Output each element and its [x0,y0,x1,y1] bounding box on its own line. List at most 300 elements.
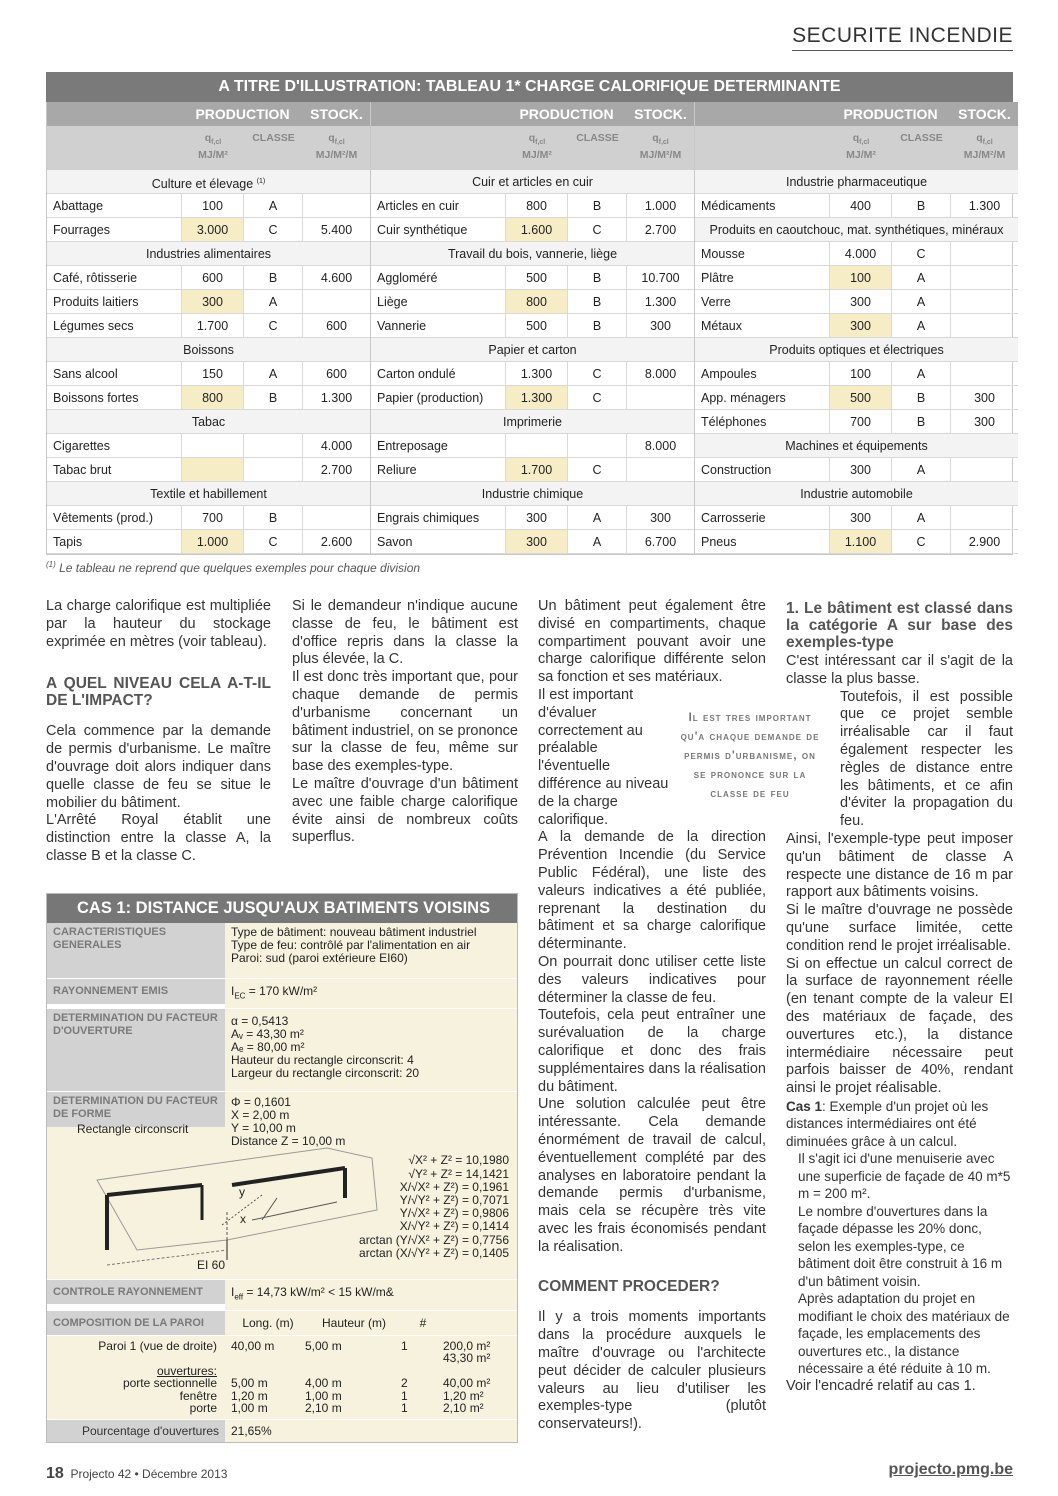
value-line: Hauteur du rectangle circonscrit: 4 [231,1053,414,1068]
case-row-emitted [47,979,517,1009]
value-line: Φ = 0,1601 [231,1095,291,1110]
row-production: 300 [182,290,244,313]
formula: √X² + Z² = 10,1980 [408,1153,509,1168]
row-classe: B [892,386,951,409]
row-production: 500 [830,386,892,409]
row-production: 300 [830,314,892,337]
article-column-4 [786,598,1013,1396]
case-row-opening [47,1009,517,1092]
value-line: X = 2,00 m [231,1108,290,1123]
table-subheader [695,126,1018,170]
header-classe: CLASSE [900,132,943,144]
row-label: CARACTERISTIQUES GENERALES [47,923,225,978]
row-classe: B [568,290,627,313]
row-stock: 1.300 [968,199,1001,213]
row-production: 1.600 [506,218,568,241]
table-row [371,458,694,482]
row-production: 1.000 [182,530,244,553]
row-value [225,1280,517,1309]
wall-row [47,1352,517,1365]
row-value: 21,65% [225,1420,517,1442]
row-classe: C [568,458,627,481]
table-row [695,194,1018,218]
table-header [47,102,370,126]
row-classe: B [568,194,627,217]
pull-quote: Il est tres important qu'a chaque demande de permis d'urbanisme, on se prononce sur la classe de feu [680,710,820,800]
value-line: Aₑ = 80,00 m² [231,1040,305,1055]
row-production: 1.700 [506,458,568,481]
row-classe: B [244,506,303,529]
header-q-prod: $q_{f,cl}$ MJ/M² [198,132,228,162]
row-name: Légumes secs [47,314,182,337]
row-production: 800 [182,386,244,409]
row-stock: 2.700 [644,223,677,237]
row-production [182,458,244,481]
table-row [695,362,1018,386]
row-value [225,923,517,978]
row-label: CONTROLE RAYONNEMENT [47,1280,225,1304]
wall-height: 2,10 m [305,1401,342,1416]
row-classe: C [244,530,303,553]
value-line: Largeur du rectangle circonscrit: 20 [231,1066,420,1081]
row-classe: B [568,266,627,289]
row-classe: A [892,266,951,289]
wall-row [47,1377,517,1390]
case-row-openings-pct [47,1420,517,1442]
row-classe: A [568,530,627,553]
table-row [695,410,1018,434]
table-row [47,218,370,242]
row-classe: A [892,314,951,337]
category-row: Industries alimentaires [47,242,370,266]
row-production: 300 [506,530,568,553]
diagram-caption: Rectangle circonscrit [77,1122,189,1137]
wall-surface: 2,10 m² [443,1401,484,1416]
table-header [371,102,694,126]
row-stock: 1.300 [320,391,353,405]
section-header: SECURITE INCENDIE [792,24,1013,51]
wall-count: 1 [401,1401,408,1416]
row-production: 100 [182,194,244,217]
row-stock: 600 [326,367,347,381]
paragraph: Un bâtiment peut également être divisé en compartiments, chaque compartiment pouvant avoir une charge calorifique différente selon sa fonction et ses matériaux. [538,598,766,686]
ei60-label: EI 60 [197,1258,226,1273]
row-production: 1.100 [830,530,892,553]
row-classe: B [892,194,951,217]
row-stock: 1.000 [644,199,677,213]
paragraph: Il est important d'évaluer correctement au préalable l'éventuelle différence au niveau de la charge calorifique. [538,686,669,828]
row-stock [951,290,1018,313]
formula: X/√X² + Z²) = 0,1961 [399,1179,509,1194]
row-classe: A [244,290,303,313]
value-line: Type de bâtiment: nouveau bâtiment industriel [231,925,477,939]
row-stock: 2.600 [320,535,353,549]
row-production: 800 [506,290,568,313]
row-classe: C [892,242,951,265]
value-line: Aᵥ = 43,30 m² [231,1027,304,1042]
paragraph: Toutefois, cela peut entraîner une surévaluation de la charge calorifique et donc des frais supplémentaires dans la réalisation du bâtiment. [538,1007,766,1095]
footnote-text: Le tableau ne reprend que quelques exemples pour chaque division [55,561,421,575]
case-row-wall [47,1311,517,1336]
table-row [695,386,1018,410]
table-row [695,266,1018,290]
row-name: Liège [371,290,506,313]
row-label: RAYONNEMENT EMIS [47,979,225,1004]
case-text: Il s'agit ici d'une menuiserie avec une superficie de façade de 40 m*5 m = 200 m². [798,1151,1011,1202]
row-name: Tabac brut [47,458,182,481]
footer-publication [46,1465,227,1483]
row-value [225,1311,517,1335]
subheading: 1. Le bâtiment est classé dans la catégorie A sur base des exemples-type [786,600,1013,651]
row-classe: C [892,530,951,553]
value-symbol: I [231,984,235,998]
paragraph: Voir l'encadré relatif au cas 1. [786,1377,976,1394]
row-stock: 10.700 [641,271,680,285]
row-stock [627,458,694,481]
wall-surface: 200,0 m² [443,1338,491,1353]
header-stock: STOCK. [310,106,363,122]
category-row: Travail du bois, vannerie, liège [371,242,694,266]
table-row [695,458,1018,482]
table-row [371,194,694,218]
row-name: Médicaments [695,194,830,217]
category-row: Culture et élevage $^{(1)}$ [47,170,370,194]
row-label: DETERMINATION DU FACTEUR D'OUVERTURE [47,1009,225,1091]
case-row-radiation-check [47,1280,517,1310]
row-stock: 1.300 [644,295,677,309]
table-row [371,362,694,386]
row-classe: C [244,314,303,337]
publication-info: Projecto 42 • Décembre 2013 [70,1467,228,1481]
table-row [695,242,1018,266]
table-column [695,102,1018,554]
wall-count: 1 [401,1388,408,1403]
wall-height: 4,00 m [305,1376,342,1391]
row-name: Verre [695,290,830,313]
wall-length: 40,00 m [231,1338,275,1353]
row-label: Pourcentage d'ouvertures [47,1420,225,1442]
row-stock [951,458,1018,481]
category-row: Cuir et articles en cuir [371,170,694,194]
header-production: PRODUCTION [519,106,614,122]
wall-label: fenêtre [179,1388,217,1403]
text-beside-quote [538,687,672,829]
row-name: Boissons fortes [47,386,182,409]
row-classe: C [244,218,303,241]
row-classe: A [892,506,951,529]
row-classe: A [568,506,627,529]
paragraph: Il est donc très important que, pour chaque demande de permis d'urbanisme concernant un bâtiment industriel, on se prononce sur la classe de feu, même sur base des exemples-type. [292,669,518,775]
wall-surface: 43,30 m² [443,1351,491,1366]
row-stock: 300 [974,391,995,405]
row-stock: 300 [650,319,671,333]
formula: √Y² + Z² = 14,1421 [408,1166,509,1181]
wall-label: porte [189,1401,217,1416]
building-diagram [87,1140,387,1273]
row-stock: 8.000 [644,367,677,381]
value-line: Y = 10,00 m [231,1121,296,1136]
table-row [695,530,1018,554]
row-name: Métaux [695,314,830,337]
row-classe: B [244,386,303,409]
row-stock [951,362,1018,385]
case-1-box [46,893,518,1443]
category-row: Machines et équipements [695,434,1018,458]
case-study [786,1098,1013,1378]
header-q-stock: $q_{f,cl}$ MJ/M²/M [315,132,358,162]
paragraph: Le maître d'ouvrage d'un bâtiment avec une faible charge calorifique évite ainsi de nombreux coûts superflus. [292,775,518,846]
row-stock [303,290,370,313]
row-name: Sans alcool [47,362,182,385]
paragraph: Cela commence par la demande de permis d'urbanisme. Le maître d'ouvrage doit alors indiquer dans quelle classe de feu se situe le mobilier du bâtiment. [46,723,271,811]
row-name: Mousse [695,242,830,265]
article-column-2 [292,598,518,847]
table-header [695,102,1018,126]
table-subheader [371,126,694,170]
row-stock: 6.700 [644,535,677,549]
category-row: Industrie pharmaceutique [695,170,1018,194]
header-q-prod: $q_{f,cl}$ MJ/M² [846,132,876,162]
row-production: 700 [830,410,892,433]
row-stock [951,506,1018,529]
wall-count: 1 [401,1338,408,1353]
value-line: Distance Z = 10,00 m [231,1134,346,1149]
x-label: x [240,1212,246,1227]
table-subheader [47,126,370,170]
row-stock: 600 [326,319,347,333]
wall-label: porte sectionnelle [122,1376,217,1391]
row-classe: B [892,410,951,433]
case-row-general [47,923,517,979]
row-production: 3.000 [182,218,244,241]
header-stock: STOCK. [634,106,687,122]
row-name: Aggloméré [371,266,506,289]
formula: Y/√Y² + Z²) = 0,7071 [399,1193,509,1207]
row-name: Abattage [47,194,182,217]
case-label: Cas 1 [786,1098,823,1114]
row-value [225,979,517,1008]
row-value [225,1009,517,1091]
paragraph: A la demande de la direction Prévention Incendie (du Service Public Fédéral), une liste des valeurs indicatives a été publiée, reprenant la destination du bâtiment et sa charge calorifique déterminante. [538,829,766,953]
table-row [371,266,694,290]
article-column-1 [46,598,271,866]
paragraph: La charge calorifique est multipliée par la hauteur du stockage exprimée en mètres (voir tableau). [46,598,271,650]
wall-surface: 40,00 m² [443,1376,491,1391]
col-header: Long. (m) [242,1315,294,1330]
row-classe: C [568,362,627,385]
table-row [695,314,1018,338]
value-sub: eff [234,1292,244,1302]
row-production: 1.300 [506,386,568,409]
row-production: 1.300 [506,362,568,385]
table-row [47,266,370,290]
header-classe: CLASSE [252,132,295,144]
row-name: Papier (production) [371,386,506,409]
row-production: 1.700 [182,314,244,337]
value-symbol: I [231,1285,235,1300]
table-footnote [46,560,420,575]
row-name: Tapis [47,530,182,553]
row-classe: C [568,386,627,409]
row-name: Vêtements (prod.) [47,506,182,529]
case-text: Après adaptation du projet en modifiant le choix des matériaux de façade, les emplacements des ouvertures etc., la distance nécessaire a été réduite à 10 m. [798,1291,1010,1377]
row-name: Construction [695,458,830,481]
formula: Y/√X² + Z²) = 0,9806 [399,1206,509,1221]
case-1-title: CAS 1: DISTANCE JUSQU'AUX BATIMENTS VOISINS [47,894,517,923]
row-name: Engrais chimiques [371,506,506,529]
row-stock [951,242,1018,265]
wall-label: Paroi 1 (vue de droite) [98,1338,217,1353]
wall-length: 1,20 m [231,1388,268,1403]
row-name: Téléphones [695,410,830,433]
category-row: Imprimerie [371,410,694,434]
case-text: : Exemple d'un projet où les distances intermédiaires ont été diminuées grâce à un calcul. [786,1098,989,1149]
table-row [695,290,1018,314]
value-line: α = 0,5413 [231,1014,289,1029]
subheading: A QUEL NIVEAU CELA A-T-IL DE L'IMPACT? [46,675,271,710]
row-classe: C [568,218,627,241]
category-row: Industrie automobile [695,482,1018,506]
case-text: Le nombre d'ouvertures dans la façade dépasse les 20% donc, selon les exemples-type, ce bâtiment doit être construit à 16 m d'un bâtiment voisin. [798,1203,1003,1289]
wall-surface: 1,20 m² [443,1388,484,1403]
value-sub: EC [234,991,246,1001]
row-production: 150 [182,362,244,385]
table-grid [46,102,1013,555]
row-name: Reliure [371,458,506,481]
row-stock [303,194,370,217]
page-number: 18 [46,1465,64,1482]
wall-height: 1,00 m [305,1388,342,1403]
category-row: Produits optiques et électriques [695,338,1018,362]
row-classe: A [892,458,951,481]
row-production [506,434,568,457]
row-stock: 2.700 [320,463,353,477]
table-row [47,530,370,554]
row-classe: A [892,362,951,385]
paragraph: On pourrait donc utiliser cette liste des valeurs indicatives pour déterminer la classe de feu. [538,953,766,1006]
col-header: Hauteur (m) [321,1315,386,1330]
row-production: 300 [830,506,892,529]
table-row [47,362,370,386]
row-production [182,434,244,457]
table-row [47,458,370,482]
row-production: 700 [182,506,244,529]
row-classe: B [244,266,303,289]
header-classe: CLASSE [576,132,619,144]
paragraph: Il y a trois moments importants dans la procédure auxquels le maître d'ouvrage ou l'architecte peut décider de calculer plusieurs valeurs au lieu d'utiliser les exemples-type (plutôt conservateurs!). [538,1309,766,1433]
table-row [371,218,694,242]
row-stock [627,386,694,409]
value-line: Paroi: sud (paroi extérieure EI60) [231,951,408,965]
table-row [47,386,370,410]
value-line: Type de feu: contrôlé par l'alimentation en air [231,938,471,952]
row-stock [951,266,1018,289]
row-production: 300 [830,458,892,481]
table-column [47,102,371,554]
row-production: 800 [506,194,568,217]
formula: arctan (X/√Y² + Z²) = 0,1405 [359,1245,509,1260]
row-production: 400 [830,194,892,217]
wall-height: 5,00 m [305,1338,342,1353]
row-classe [244,458,303,481]
table-row [371,290,694,314]
table-row [47,314,370,338]
header-stock: STOCK. [958,106,1011,122]
subheading: COMMENT PROCEDER? [538,1278,720,1296]
header-production: PRODUCTION [195,106,290,122]
row-classe [568,434,627,457]
case-row-shape [47,1092,517,1280]
paragraph: Si le demandeur n'indique aucune classe de feu, le bâtiment est d'office repris dans la classe la plus élevée, la C. [292,598,518,668]
row-name: Plâtre [695,266,830,289]
wall-label [47,1352,225,1365]
table-row [371,530,694,554]
table-row [47,194,370,218]
table-row [371,434,694,458]
footer-website-link[interactable]: projecto.pmg.be [888,1461,1013,1478]
row-name: Carton ondulé [371,362,506,385]
row-classe: A [892,290,951,313]
header-q-stock: $q_{f,cl}$ MJ/M²/M [963,132,1006,162]
table-title: A TITRE D'ILLUSTRATION: TABLEAU 1* CHARGE CALORIFIQUE DETERMINANTE [46,72,1013,102]
row-name: Ampoules [695,362,830,385]
value-text: = 14,73 kW/m² < 15 kW/m& [243,1285,394,1300]
row-production: 100 [830,266,892,289]
row-name: App. ménagers [695,386,830,409]
category-row: Industrie chimique [371,482,694,506]
row-name: Articles en cuir [371,194,506,217]
row-production: 4.000 [830,242,892,265]
row-name: Produits laitiers [47,290,182,313]
row-name: Pneus [695,530,830,553]
paragraph: Si on effectue un calcul correct de la surface de rayonnement réelle (en tenant compte de la valeur EI des matériaux de façade, des ouvertures etc.), la distance intermédiaire nécessaire peut parfois baisser de 40%, rendant ainsi le projet réalisable. [786,955,1013,1097]
row-name: Cuir synthétique [371,218,506,241]
table-row [47,506,370,530]
y-label: y [239,1185,245,1200]
row-stock: 5.400 [320,223,353,237]
category-row: Textile et habillement [47,482,370,506]
footnote-mark: (1) [46,560,56,569]
row-production: 500 [506,314,568,337]
row-classe: B [568,314,627,337]
row-name: Vannerie [371,314,506,337]
paragraph: Ainsi, l'exemple-type peut imposer qu'un bâtiment de classe A respecte une distance de 16 m par rapport aux bâtiments voisins. [786,830,1013,901]
table-row [695,506,1018,530]
row-label: DETERMINATION DU FACTEUR DE FORME [47,1092,225,1127]
category-row: Boissons [47,338,370,362]
row-name: Carrosserie [695,506,830,529]
row-name: Café, rôtisserie [47,266,182,289]
value-text: = 170 kW/m² [245,984,318,998]
row-stock: 300 [650,511,671,525]
category-row: Produits en caoutchouc, mat. synthétiques, minéraux [695,218,1018,242]
row-production: 600 [182,266,244,289]
wall-length: 5,00 m [231,1376,268,1391]
row-label: COMPOSITION DE LA PAROI [47,1311,225,1335]
row-stock: 2.900 [968,535,1001,549]
wall-length: 1,00 m [231,1401,268,1416]
row-stock [303,506,370,529]
category-row: Tabac [47,410,370,434]
row-production: 300 [830,290,892,313]
row-production: 300 [506,506,568,529]
table-column [371,102,695,554]
wall-count: 2 [401,1376,408,1391]
formula: arctan (Y/√X² + Z²) = 0,7756 [359,1232,509,1247]
table-row [47,434,370,458]
row-stock: 300 [974,415,995,429]
wall-height [299,1352,397,1365]
